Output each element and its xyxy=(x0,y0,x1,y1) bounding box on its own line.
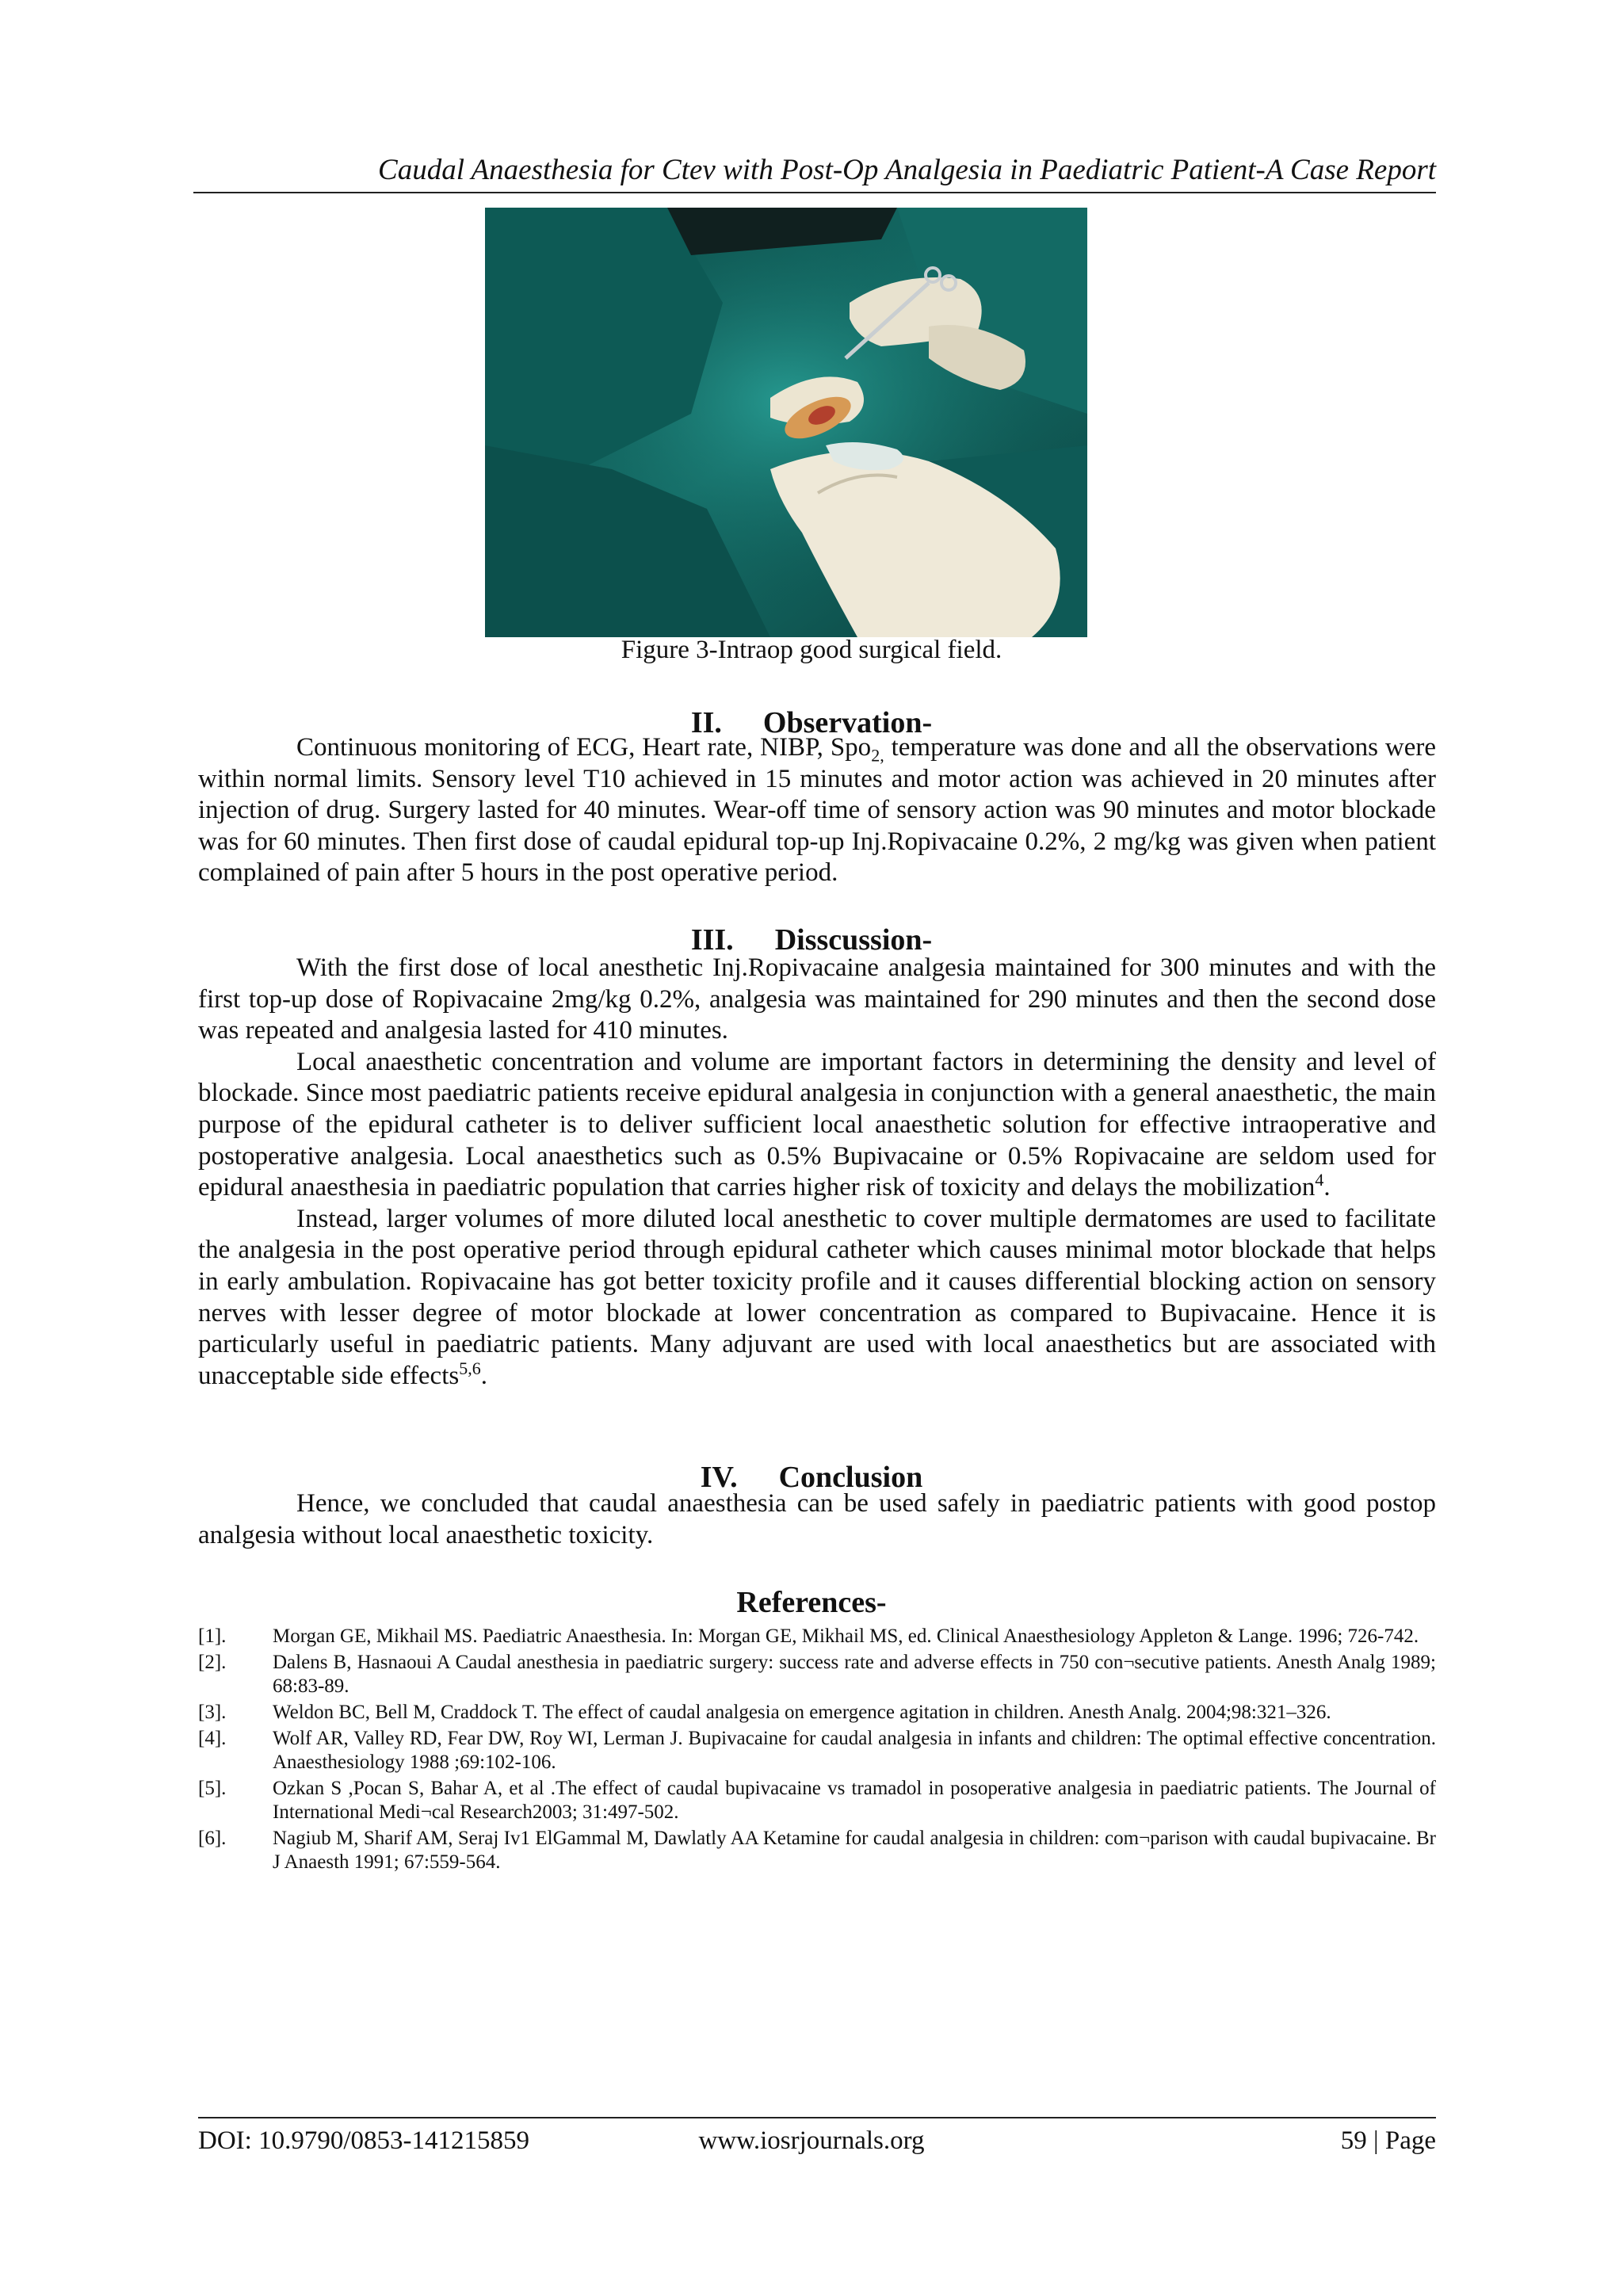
footer-website-text: www.iosrjournals.org xyxy=(698,2126,925,2155)
section-number: II. xyxy=(690,706,722,739)
section-body-discussion xyxy=(198,953,1436,1392)
subscript: 2, xyxy=(871,745,884,766)
footer-doi: DOI: 10.9790/0853-141215859 xyxy=(198,2126,529,2155)
reference-number: [4]. xyxy=(198,1728,227,1749)
reference-number: [1]. xyxy=(198,1626,227,1647)
running-head: Caudal Anaesthesia for Ctev with Post-Op Analgesia in Paediatric Patient-A Case Report xyxy=(378,154,1436,186)
reference-number: [6]. xyxy=(198,1828,227,1849)
reference-item xyxy=(198,1701,1436,1725)
reference-text: Nagiub M, Sharif AM, Seraj Iv1 ElGammal M, Dawlatly AA Ketamine for caudal analgesia in children: com¬parison with caudal bupivacaine. Br J Anaesth 1991; 67:559-564. xyxy=(273,1828,1436,1873)
reference-item xyxy=(198,1651,1436,1698)
paragraph xyxy=(198,953,1436,1047)
reference-text: Morgan GE, Mikhail MS. Paediatric Anaesthesia. In: Morgan GE, Mikhail MS, ed. Clinical Anaesthesiology Appleton & Lange. 1996; 726-742. xyxy=(273,1626,1419,1647)
surgical-field-photo xyxy=(485,208,1087,637)
text-run: temperature was done and all the observations were within normal limits. Sensory level T10 achieved in 15 minutes and motor action was achieved in 20 minutes after injection of drug. Surgery lasted for 40 minutes. Wear-off time of sensory action was 90 minutes and motor blockade was for 60 minutes. Then first dose of caudal epidural top-up Inj.Ropivacaine 0.2%, 2 mg/kg was given when patient complained of pain after 5 hours in the post operative period. xyxy=(198,733,1436,888)
reference-item xyxy=(198,1727,1436,1775)
reference-item xyxy=(198,1625,1436,1648)
section-title: Conclusion xyxy=(778,1461,923,1494)
reference-number: [3]. xyxy=(198,1702,227,1723)
section-body-conclusion xyxy=(198,1488,1436,1551)
paragraph xyxy=(198,1047,1436,1204)
reference-item xyxy=(198,1777,1436,1824)
reference-item xyxy=(198,1827,1436,1874)
reference-text: Ozkan S ,Pocan S, Bahar A, et al .The effect of caudal bupivacaine vs tramadol in posoperative analgesia in paediatric patients. The Journal of International Medi¬cal Research2003; 31:497-502. xyxy=(273,1778,1436,1823)
reference-text: Dalens B, Hasnaoui A Caudal anesthesia in paediatric surgery: success rate and adverse effects in 750 con¬secutive patients. Anesth Analg 1989; 68:83-89. xyxy=(273,1652,1436,1697)
footer-page-number: 59 | Page xyxy=(1340,2126,1436,2155)
reference-text: Wolf AR, Valley RD, Fear DW, Roy WI, Lerman J. Bupivacaine for caudal analgesia in infants and children: The optimal effective concentration. Anaesthesiology 1988 ;69:102-106. xyxy=(273,1728,1436,1773)
reference-text: Weldon BC, Bell M, Craddock T. The effect of caudal analgesia on emergence agitation in children. Anesth Analg. 2004;98:321–326. xyxy=(273,1702,1331,1723)
reference-list xyxy=(198,1625,1436,1877)
section-body-observation xyxy=(198,732,1436,889)
citation-superscript: 4 xyxy=(1315,1170,1324,1190)
text-run: Continuous monitoring of ECG, Heart rate, NIBP, Spo xyxy=(296,733,872,762)
figure-caption: Figure 3-Intraop good surgical field. xyxy=(621,636,1002,664)
paragraph xyxy=(198,1488,1436,1551)
citation-superscript: 5,6 xyxy=(459,1358,481,1378)
section-number: IV. xyxy=(700,1461,738,1494)
text-run: . xyxy=(480,1361,487,1390)
reference-number: [5]. xyxy=(198,1778,227,1799)
footer-rule xyxy=(198,2117,1436,2118)
header-rule xyxy=(193,192,1436,193)
paragraph xyxy=(198,1204,1436,1392)
section-title: Observation- xyxy=(762,706,933,739)
references-heading: References- xyxy=(736,1586,887,1619)
section-number: III. xyxy=(690,923,734,957)
reference-number: [2]. xyxy=(198,1652,227,1673)
text-run: . xyxy=(1323,1173,1331,1202)
section-title: Disscussion- xyxy=(774,923,933,957)
text-run: Instead, larger volumes of more diluted local anesthetic to cover multiple dermatomes are used to facilitate the analgesia in the post operative period through epidural catheter which causes minimal motor blockade that helps in early ambulation. Ropivacaine has got better toxicity profile and it causes differential blocking action on sensory nerves with lesser degree of motor blockade at lower concentration as compared to Bupivacaine. Hence it is particularly useful in paediatric patients. Many adjuvant are used with local anaesthetics but are associated with unacceptable side effects xyxy=(198,1204,1436,1390)
text-run: With the first dose of local anesthetic Inj.Ropivacaine analgesia maintained for 300 minutes and with the first top-up dose of Ropivacaine 2mg/kg 0.2%, analgesia was maintained for 290 minutes and then the second dose was repeated and analgesia lasted for 410 minutes. xyxy=(198,953,1436,1045)
text-run: Hence, we concluded that caudal anaesthesia can be used safely in paediatric patients with good postop analgesia without local anaesthetic toxicity. xyxy=(198,1489,1436,1549)
text-run: Local anaesthetic concentration and volume are important factors in determining the density and level of blockade. Since most paediatric patients receive epidural analgesia in conjunction with a general anaesthetic, the main purpose of the epidural catheter is to deliver sufficient local anaesthetic solution for effective intraoperative and postoperative analgesia. Local anaesthetics such as 0.5% Bupivacaine or 0.5% Ropivacaine are seldom used for epidural anaesthesia in paediatric population that carries higher risk of toxicity and delays the mobilization xyxy=(198,1047,1436,1202)
paragraph xyxy=(198,732,1436,889)
